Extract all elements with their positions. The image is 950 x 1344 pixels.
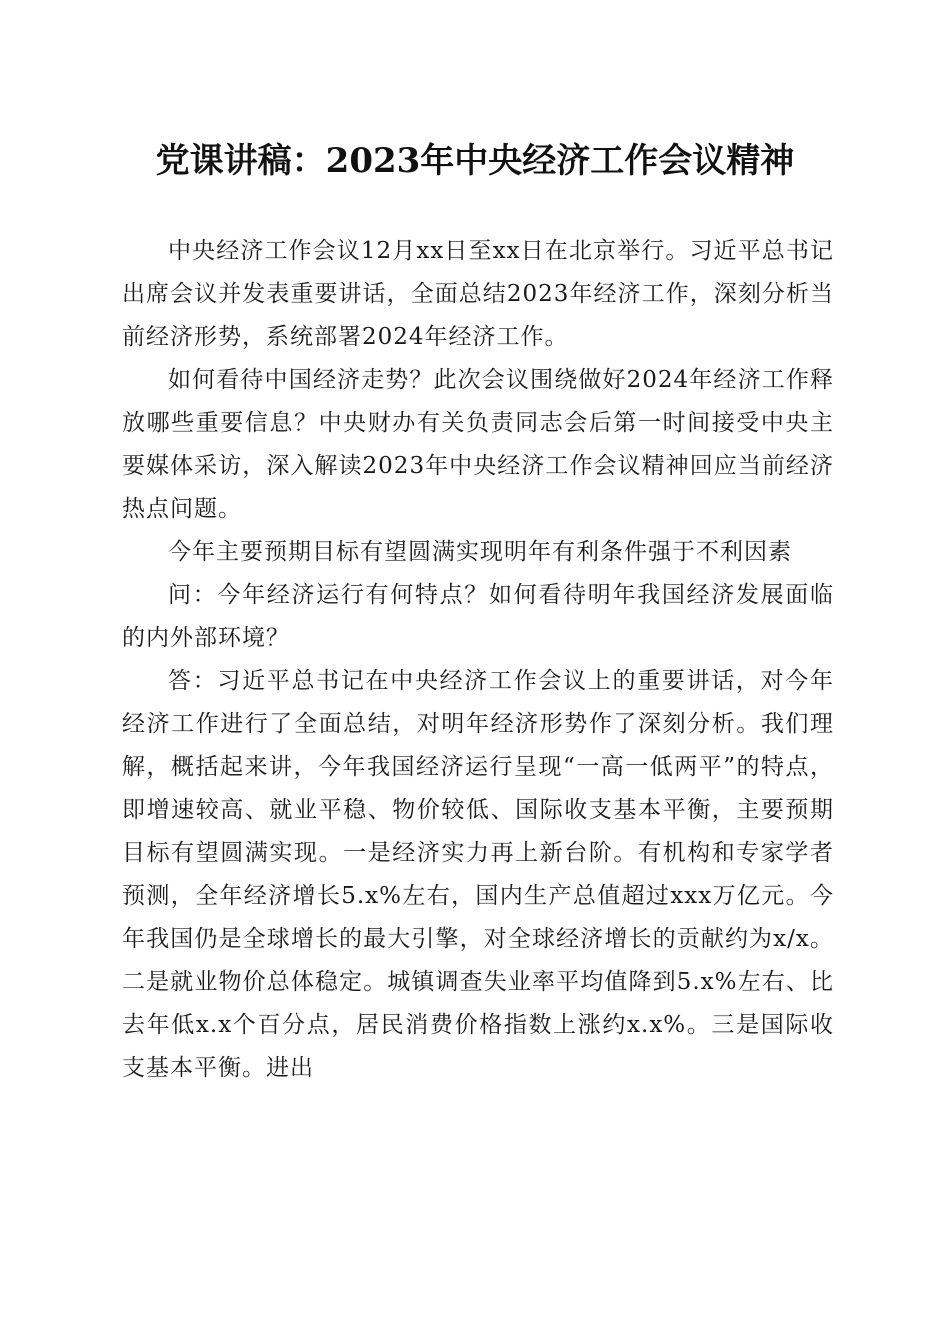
- paragraph-answer: 答：习近平总书记在中央经济工作会议上的重要讲话，对今年经济工作进行了全面总结，对明年经济形势作了深刻分析。我们理解，概括起来讲，今年我国经济运行呈现“一高一低两平”的特点，即增速较高、就业平稳、物价较低、国际收支基本平衡，主要预期目标有望圆满实现。一是经济实力再上新台阶。有机构和专家学者预测，全年经济增长5.x%左右，国内生产总值超过xxx万亿元。今年我国仍是全球增长的最大引擎，对全球经济增长的贡献约为x/x。二是就业物价总体稳定。城镇调查失业率平均值降到5.x%左右、比去年低x.x个百分点，居民消费价格指数上涨约x.x%。三是国际收支基本平衡。进出: [122, 668, 834, 1081]
- section-heading: 今年主要预期目标有望圆满实现明年有利条件强于不利因素: [168, 539, 792, 565]
- document-body: [122, 230, 834, 1090]
- paragraph-intro: 中央经济工作会议12月xx日至xx日在北京举行。习近平总书记出席会议并发表重要讲话，全面总结2023年经济工作，深刻分析当前经济形势，系统部署2024年经济工作。: [122, 238, 834, 350]
- paragraph-questions: 如何看待中国经济走势？此次会议围绕做好2024年经济工作释放哪些重要信息？中央财办有关负责同志会后第一时间接受中央主要媒体采访，深入解读2023年中央经济工作会议精神回应当前经济热点问题。: [122, 367, 834, 522]
- document-title: 党课讲稿：2023年中央经济工作会议精神: [155, 141, 795, 181]
- paragraph-question: 问：今年经济运行有何特点？如何看待明年我国经济发展面临的内外部环境？: [122, 582, 834, 651]
